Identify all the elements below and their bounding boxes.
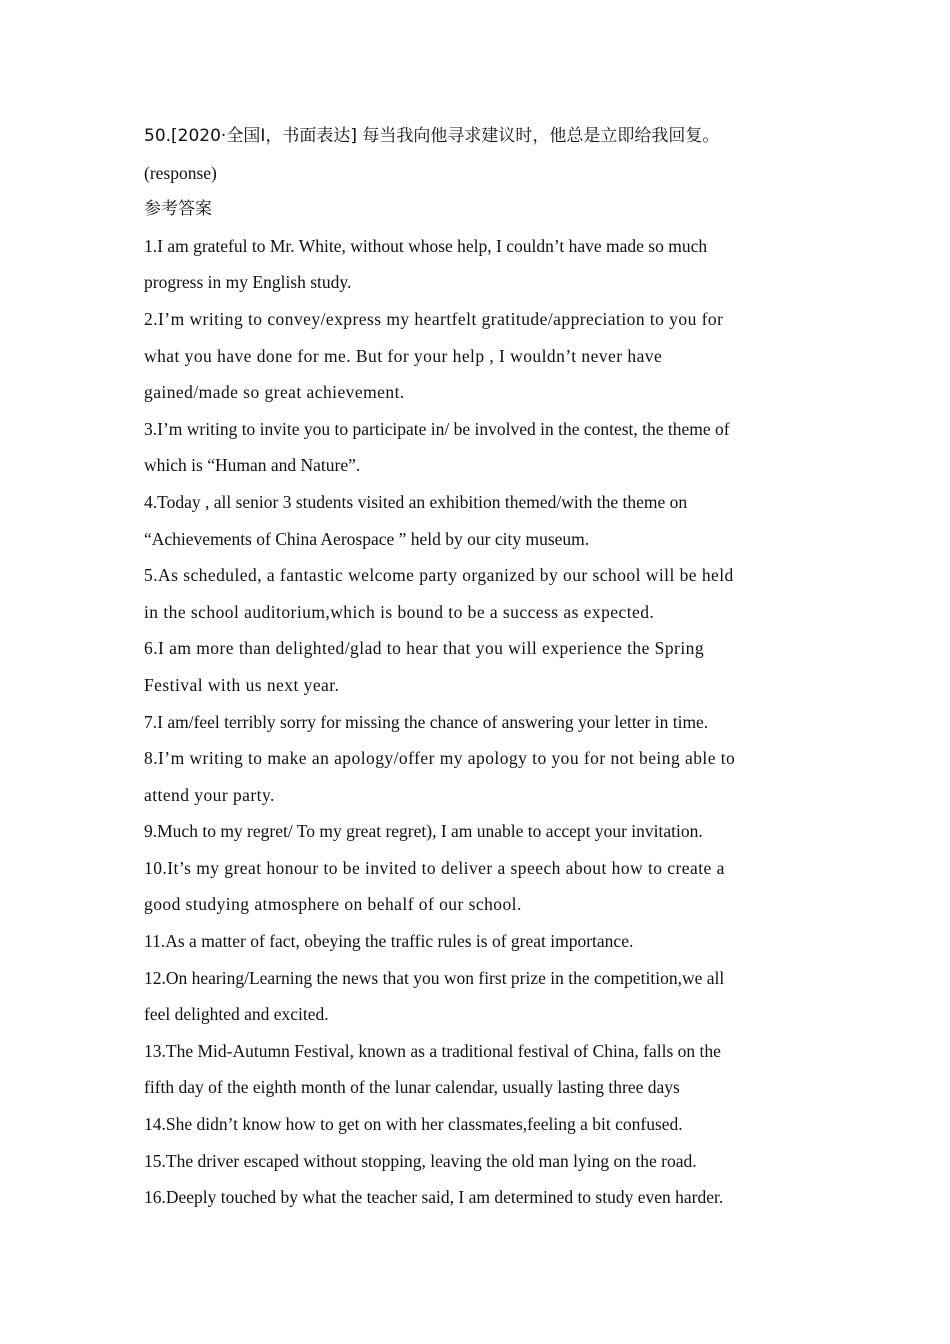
answer-line: 14.She didn’t know how to get on with her classmates,feeling a bit confused.	[144, 1114, 683, 1135]
answer-line: 7.I am/feel terribly sorry for missing the chance of answering your letter in time.	[144, 711, 709, 732]
document-body	[144, 118, 814, 1216]
answer-item-2	[144, 301, 814, 411]
answer-line: 10.It’s my great honour to be invited to deliver a speech about how to create a	[144, 857, 725, 878]
answer-line: fifth day of the eighth month of the lunar calendar, usually lasting three days	[144, 1077, 680, 1098]
answer-line: 5.As scheduled, a fantastic welcome party organized by our school will be held	[144, 565, 734, 586]
question-text: 50.[2020·全国Ⅰ，书面表达] 每当我向他寻求建议时，他总是立即给我回复。	[144, 126, 720, 146]
answer-line: attend your party.	[144, 784, 275, 805]
answer-item-9	[144, 813, 814, 850]
answer-line: in the school auditorium,which is bound to be a success as expected.	[144, 601, 655, 622]
answer-item-11	[144, 923, 814, 960]
answer-line: 6.I am more than delighted/glad to hear that you will experience the Spring	[144, 638, 705, 659]
answer-item-13	[144, 1033, 814, 1106]
answer-item-14	[144, 1106, 814, 1143]
answer-line: which is “Human and Nature”.	[144, 455, 361, 476]
answer-line: 3.I’m writing to invite you to participate in/ be involved in the contest, the theme of	[144, 418, 730, 439]
answer-line: “Achievements of China Aerospace ” held by our city museum.	[144, 528, 590, 549]
answers-heading: 参考答案	[144, 199, 212, 220]
answer-item-5	[144, 557, 814, 630]
answer-item-6	[144, 630, 814, 703]
answer-line: 4.Today , all senior 3 students visited an exhibition themed/with the theme on	[144, 491, 688, 512]
answer-item-4	[144, 484, 814, 557]
answer-item-12	[144, 960, 814, 1033]
answer-line: 16.Deeply touched by what the teacher said, I am determined to study even harder.	[144, 1187, 724, 1208]
question-block	[144, 118, 814, 191]
answer-line: gained/made so great achievement.	[144, 382, 405, 403]
answer-line: 15.The driver escaped without stopping, leaving the old man lying on the road.	[144, 1150, 697, 1171]
answer-line: 13.The Mid-Autumn Festival, known as a traditional festival of China, falls on the	[144, 1040, 721, 1061]
answer-line: 2.I’m writing to convey/express my heartfelt gratitude/appreciation to you for	[144, 308, 724, 329]
answer-list	[144, 228, 814, 1216]
answer-item-15	[144, 1143, 814, 1180]
answer-item-10	[144, 850, 814, 923]
answer-line: feel delighted and excited.	[144, 1004, 329, 1025]
answer-line: good studying atmosphere on behalf of our school.	[144, 894, 522, 915]
answer-line: 11.As a matter of fact, obeying the traffic rules is of great importance.	[144, 931, 634, 952]
answer-line: 9.Much to my regret/ To my great regret), I am unable to accept your invitation.	[144, 821, 703, 842]
question-keyword: (response)	[144, 162, 217, 183]
answer-line: Festival with us next year.	[144, 674, 340, 695]
answer-line: 12.On hearing/Learning the news that you won first prize in the competition,we all	[144, 967, 725, 988]
answer-item-3	[144, 411, 814, 484]
answer-item-7	[144, 704, 814, 741]
answer-item-16	[144, 1179, 814, 1216]
answer-item-1	[144, 228, 814, 301]
answer-line: what you have done for me. But for your help , I wouldn’t never have	[144, 345, 663, 366]
answer-line: progress in my English study.	[144, 272, 352, 293]
answer-line: 8.I’m writing to make an apology/offer my apology to you for not being able to	[144, 748, 736, 769]
answer-item-8	[144, 740, 814, 813]
answer-line: 1.I am grateful to Mr. White, without whose help, I couldn’t have made so much	[144, 235, 708, 256]
